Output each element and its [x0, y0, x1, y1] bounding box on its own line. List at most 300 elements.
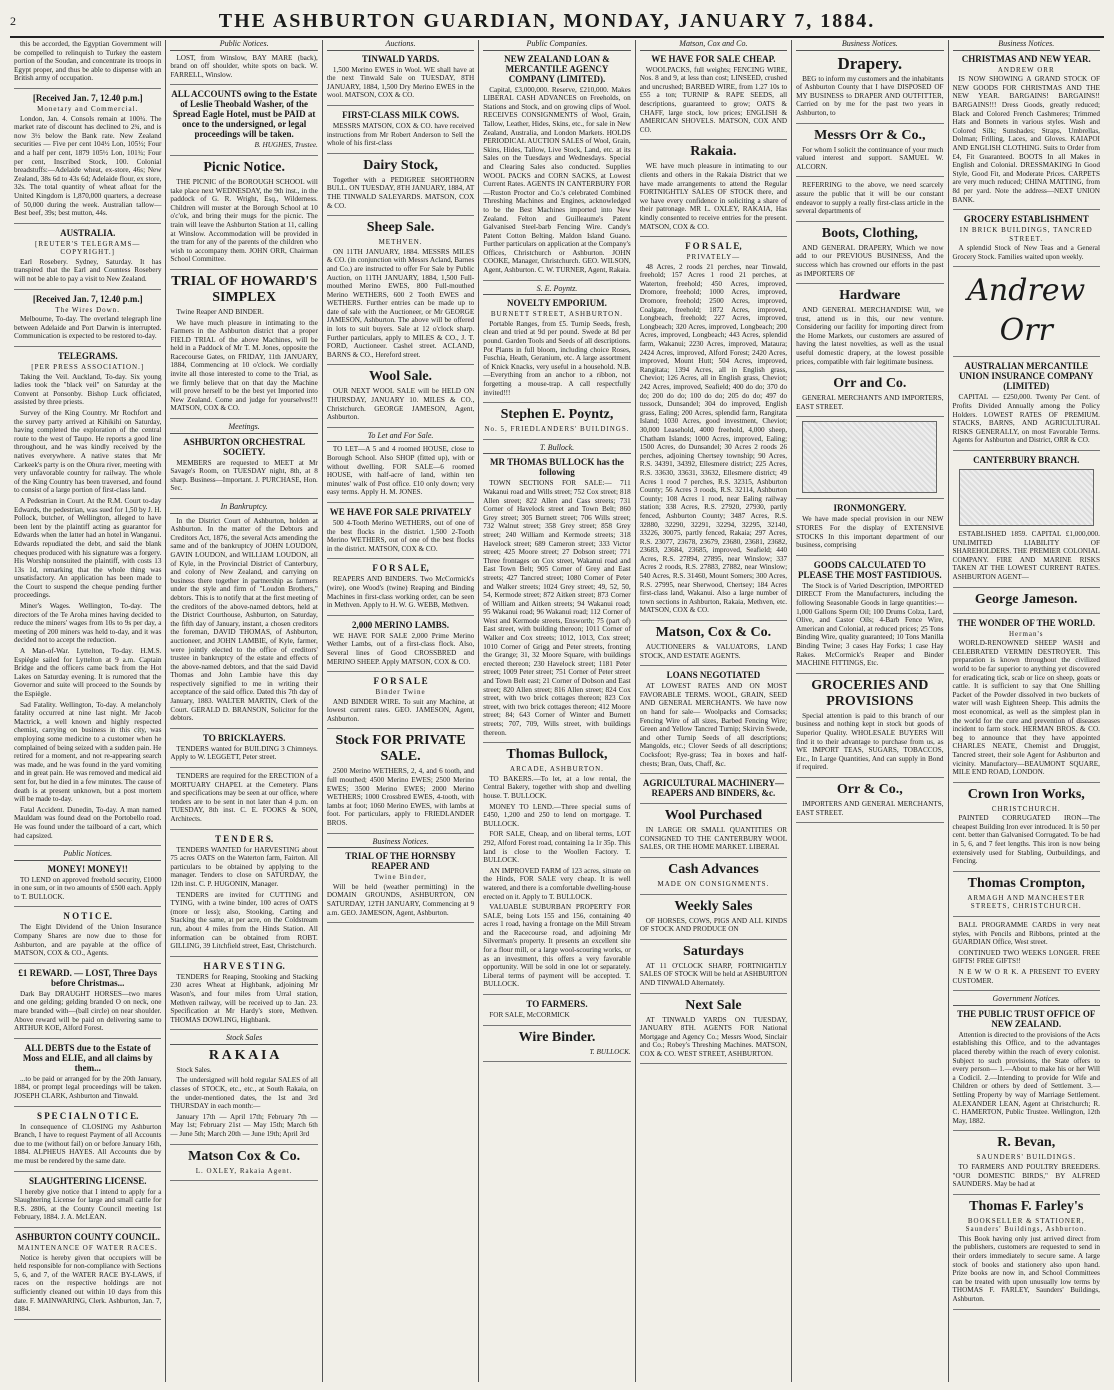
notice-title: Thomas Crompton, [967, 875, 1085, 891]
notice-block [327, 445, 474, 497]
notice-subtitle: PRIVATELY— [686, 253, 741, 262]
notice-text: We have much pleasure in intimating to the Farmers in the Ashburton district that a proper FIELD TRIAL of the above Machines, will be held in a Paddock of Mr T. M. Jones, opposite the Racecourse Gates, on FRIDAY, 11th JANUARY, 1884, Commencing at 10 o'clock. We cordially invite all those interested to come to the Trial, as we firmly believe that on that day the Machine will prove herself to be the best yet Imported into New Zealand. Come and judge for yourselves!!! MATSON, COX & CO. [170, 318, 318, 413]
notice-title: Crown Iron Works, [967, 786, 1085, 802]
column-3 [323, 40, 479, 1382]
notice-title: S P E C I A L N O T I C E. [36, 1110, 139, 1121]
notice-text: AND GENERAL DRAPERY, Which we now add to our PREVIOUS BUSINESS, And the success which has crowned our efforts in the past as IMPORTERS OF [796, 243, 944, 278]
notice-title: [Received Jan. 7, 12.40 p.m.] [32, 92, 143, 103]
notice-block [953, 54, 1100, 205]
notice-block [796, 560, 943, 668]
divider [640, 139, 787, 140]
notice-subtitle: BOOKSELLER & STATIONER, Saunders' Buildings, Ashburton. [965, 1216, 1087, 1234]
notice-block [953, 1199, 1100, 1304]
divider [327, 558, 474, 559]
notice-text: Taking the Veil. Auckland, To-day. Six young ladies took the "black veil" on Saturday at the Convent at Ponsonby. Bishop Luck officiated, assisted by three priests. [14, 372, 162, 407]
notice-text: TENDERS for Reaping, Stooking and Stacking 230 acres Wheat at Highbank, adjoining Mr Wason's, and four miles from Urral station, Methven railway, will be received up to Jan. 23. Specification at Mr Hardy's store, Methven. THOMAS DOWLING, Highbank. [170, 972, 318, 1024]
notice-block [953, 361, 1100, 445]
notice-block [14, 911, 161, 957]
notice-block [640, 862, 787, 889]
notice-text: TO BAKERS.—To let, at a low rental, the Central Bakery, together with shop and dwelling house. T. BULLOCK. [483, 774, 631, 800]
andrew-orr-signature: Andrew Orr [967, 273, 1086, 349]
notice-block [953, 1135, 1100, 1188]
notice-title: ASHBURTON COUNTY COUNCIL. [15, 1231, 160, 1242]
divider [640, 236, 787, 237]
notice-block [327, 563, 474, 609]
notice-text: 2500 Merino WETHERS, 2, 4, and 6 tooth, and full mouthed; 4500 Merino EWES; 2500 Merino EWES; 3500 Merino EWES; 2000 Merino WETHERS; 1000 Crossbred EWES, 4-tooth, with lambs at foot; 1060 Merino EWES, with lambs at foot. For particulars, apply to FRIEDLANDER BROS. [326, 767, 475, 828]
divider [796, 777, 943, 778]
notice-title: Boots, Clothing, [821, 225, 918, 241]
notice-text: REAPERS AND BINDERS. Two McCormick's (wire), one Wood's (twine) Reaping and Binding Machines in first-class working order, can be seen in Methven. Apply to H. W. G. WEBB, Methven. [326, 575, 475, 610]
notice-text: WOOLPACKS, full weights; FENCING WIRE, Nos. 8 and 9, at less than cost; LINSEED, crushed and uncrushed; BARBED WIRE, from 1.27 10s to £55 a ton; TURNIP & RAPE SEEDS, all descriptions, guaranteed to grow; OATS & CHAFF, large stock, low prices; ENGLISH & AMERICAN SHOVELS. MATSON, COX AND CO. [639, 65, 788, 134]
divider [327, 215, 474, 216]
notice-text: A Pedestrian in Court. At the R.M. Court to-day Edwards, the pedestrian, was sued for 1,50 by J. H. Pollock, butcher, of Wellington, alleged to have been lent by the plaintiff acting as guarantor for Edwards when the latter had an hotel in Wanganui. Edwards repudiated the debt, and said the blank cheques produced with his signature was a forgery. His Worship nonsuited the plaintiff, with costs 13 13s 1d, remarking that the whole thing was unsatisfactory. An application has been made to the Court to suspend the cheque pending further proceedings. [14, 496, 162, 600]
notice-title: Rakaia. [690, 144, 737, 160]
notice-title: SLAUGHTERING LICENSE. [28, 1175, 147, 1186]
notice-block [796, 678, 943, 772]
notice-text: N E W W O R K. A PRESENT TO EVERY CUSTOMER. [952, 968, 1100, 985]
section-heading: Meetings. [170, 423, 317, 434]
notice-block [327, 676, 474, 723]
notice-subtitle: Monetary and Commercial. [37, 104, 139, 113]
divider [327, 671, 474, 672]
section-heading: In Bankruptcy. [170, 503, 317, 514]
notice-block [483, 407, 630, 434]
notice-text: 48 Acres, 2 roods 21 perches, near Tinwald, freehold; 157 Acres 1 rood 21 perches, at Waterton, freehold; 450 Acres, improved, Dromore, freehold; 1000 Acres, improved, Dromore, freehold; 2500 Acres, improved, Coalgate, freehold; 1872 Acres, improved, Longbeach, freehold; 227 Acres, improved, Longbeach; 320 Acres, improved, Longbeach; 200 Acres, improved, Longbeach; 443 Acres, splendid farm, Wakanui; 2230 Acres, improved, Mataura; 2424 Acres, improved, Alford Forest; 2420 Acres, improved, Mount Hutt; 504 Acres, improved, Rangitata; 1394 Acres, all in English grass, Cheviot; 126 Acres, all in English grass, Cheviot; 242 Acres, improved, Seafield; 400 do do; 370 do do; 200 do do; 100 do do; 205 do do; 497 do tussock, Dunsandel; 304 do improved, English grass, Ealing; 200 Acres, splendid farm, Rangitata Island; 1030 Acres, good investment, Cheviot; 30,000 Leasehold, 4000 freehold, 4,000 sheep, Chatham Islands; 1000 Acres, improved, Ealing; 1500 Acres, do Dunsandel; 30 Acres 2 roods 26 perches, adjoining Chertsey township; 90 Acres, R.S. 34391, 34392, Ellesmere district; 225 Acres, R.S. 33630, 33631, 33632, Ellesmere district; 49 Acres 1 rood 7 perches, R.S. 32315, Ashburton County; 56 Acres 3 roods, R.S. 32114, Ashburton County; 108 Acres 1 rood, near Ealing railway station; 338 Acres, R.S. 27920, 27930, partly fenced, Ashburton County; 3487 Acres, R.S. 32880, 32290, 32291, 32294, 32295, 32140, 33226, 30075, partly fenced, Rakaia; 297 Acres, R.S. 23077, 23678, 23679, 23680, 23681, 23682, 23683, 23684, 23685, improved, Seafield; 440 Acres, R.S. 27894, 27895, near Winslow; 337 Acres 2 roods, R.S. 27883, 27882, near Winslow; 540 Acres, R.S. 31460, Mount Somers; 300 Acres, R.S. 27995, near Sherwood, Chertsey; 184 Acres first-class land, Wakanui. Also a large number of town sections in Ashburton, Rakaia, Methven, etc. MATSON, COX & CO. [639, 262, 788, 615]
notice-block [796, 226, 943, 278]
notice-title: George Jameson. [974, 591, 1078, 607]
notice-text: IS NOW SHOWING A GRAND STOCK OF NEW GOODS FOR CHRISTMAS AND THE NEW YEAR. BARGAINS! BARGAINS!! BARGAINS!!! Dress Goods, greatly reduced; Black and Colored French Cashmeres; Trimmed Hats and Bonnets in various styles. Wash and Colored Silk; Sunshades; Straps, Umbrellas, Dolman; Frilling, Laces, and Gloves. KAIAPOI AND ENGLISH CLOTHING. Suits to Order from £4, Fit Guaranteed. BOOTS In all Makes in English and Colonial. DRESSMAKING In Good Style, Good Fit, and Moderate Prices. CARPETS are very much reduced; CHINA MATTING, from 8d per yard. Note the address—NEXT UNION BANK. [952, 75, 1100, 204]
notice-title: £1 REWARD. — LOST, Three Days before Christmas... [18, 967, 158, 988]
notice-block [327, 733, 474, 827]
notice-title: R. Bevan, [997, 1135, 1056, 1151]
notice-title: Stephen E. Poyntz, [500, 407, 614, 423]
divider [483, 280, 630, 281]
column-1 [10, 40, 166, 1382]
divider [327, 105, 474, 106]
notice-text: TENDERS WANTED for HARVESTING about 75 acres OATS on the Waterton farm, Fairton. All particulars to be obtained by applying to the manager. Tenders to close on SATURDAY, the 12th inst. C. P. HUGONIN, Manager. [170, 845, 318, 888]
notice-block [327, 851, 474, 917]
notice-subtitle: ARMAGH AND MANCHESTER STREETS, CHRISTCHURCH. [967, 893, 1086, 911]
section-heading: Stock Sales [170, 1034, 317, 1045]
notice-block [14, 351, 161, 840]
divider [953, 782, 1100, 783]
notice-title: IRONMONGERY. [833, 503, 907, 514]
notice-title: F O R S A L E [373, 676, 428, 687]
notice-block [14, 228, 161, 284]
notice-text: For whom I solicit the continuance of your much valued interest and support. SAMUEL W. ALCORN. [796, 145, 944, 171]
divider [640, 857, 787, 858]
notice-title: NEW ZEALAND LOAN & MERCANTILE AGENCY COMPANY (LIMITED). [504, 53, 610, 84]
column-heading: Public Companies. [483, 40, 630, 51]
notice-text: CONTINUED TWO WEEKS LONGER. FREE GIFTS! FREE GIFTS!! [952, 948, 1100, 966]
notice-text: FOR SALE, McCORMICK [489, 1011, 570, 1020]
masthead [10, 6, 1104, 38]
notice-text: AT LOWEST RATES AND ON MOST FAVORABLE TERMS. WOOL, GRAIN, SEED AND GENERAL MERCHANTS. We have now on hand for sale— Woolpacks and Cornsacks; Fencing Wire of all sizes, Barbed Fencing Wire; Green and Yellow Tancred Turnip; Skirvin Swede, and other Turnip Seeds of all descriptions; Mangolds, etc.; Clover Seeds of all descriptions; Cocksfoot; Rye-grass; Tea in boxes and half-chests; Bran, Oats, Chaff, &c. [639, 682, 788, 768]
notice-block [640, 899, 787, 934]
divider [327, 728, 474, 729]
divider [796, 123, 943, 124]
divider [796, 221, 943, 222]
notice-text: BALL PROGRAMME CARDS in very neat styles, with Pencils and Ribbons, printed at the GUARDIAN Office, West street. [952, 921, 1100, 947]
notice-title: Dairy Stock, [363, 157, 438, 173]
fire-and-marine-insurance-emblem [959, 469, 1094, 526]
divider [640, 1063, 787, 1064]
notice-text: A Man-of-War. Lyttelton, To-day. H.M.S. Espiègle sailed for Lyttelton at 9 a.m. Captain Bridge and the officers came back from the Hot Lakes on Saturday evening. It is rumored that the Governor and suite will proceed to the Sounds by the Espiègle. [14, 647, 162, 698]
notice-title: Hardware [839, 288, 901, 304]
notice-title: Cash Advances [668, 861, 759, 877]
divider [14, 289, 161, 290]
notice-text: THE PICNIC of the BOROUGH SCHOOL will take place next WEDNESDAY, the 9th inst., in the paddock of G. R. Wright, Esq., Wilderness. Children will muster at the Borough School at 10 o'c'ok, and bring their mugs for the picnic. The train will leave the Ashburton Station at 11, calling at Winslow. Accommodation will be provided in the tram for any of the parents of the children who wish to accompany them. JOHN ORR, Chairman School Committee. [170, 177, 318, 264]
column-7 [949, 40, 1104, 1382]
notice-subtitle: Herman's [1008, 629, 1044, 638]
divider [953, 450, 1100, 451]
notice-text: LOST, from Winslow, BAY MARE (back), brand on off shoulder, white spots on back. W. FARRELL, Winslow. [170, 53, 318, 79]
notice-text: GENERAL MERCHANTS AND IMPORTERS, EAST STREET. [796, 394, 944, 411]
notice-block [327, 158, 474, 210]
notice-block [953, 455, 1100, 582]
notice-text: TENDERS are invited for CUTTING and TYING, with a twine binder, 100 acres of OATS (more or less); also, Stooking, Carting and Stacking the same, at per acre, on the Coldstream run, about 4 miles from the Hinds Station. All information can be obtained from ROBT. GILLING, 39 Litchfield street, East, Christchurch. [170, 890, 318, 951]
notice-title: Thomas Bullock, [506, 747, 608, 763]
notice-text: this be accorded, the Egyptian Government will be compelled to relinquish to Turkey the eastern portion of the Soudan, and concentrate its troops in Egypt proper, and thus be able to dispense with an British army of occupation. [14, 40, 162, 83]
notice-text: CAPITAL — £250,000. Twenty Per Cent. of Profits Divided Annually among the Policy Holders. LOWEST RATES OF PREMIUM. STACKS, BARNS, AND AGRICULTURAL RISKS GENERALLY, on most Favorable Terms. Agents for Ashburton and District, ORR & CO. [952, 393, 1100, 445]
notice-subtitle: ANDREW ORR [997, 65, 1055, 74]
divider [483, 402, 630, 403]
notice-text: 1,500 Merino EWES in Wool. WE shall have at the next Tinwald Sale on TUESDAY, 8TH JANUARY, 1884, 1,500 Dry Merino EWES in the wool. MATSON, COX & CO. [326, 65, 475, 100]
notice-block [170, 1149, 317, 1176]
notice-text: IN LARGE OR SMALL QUANTITIES OR CONSIGNED TO THE CANTERBURY WOOL SALES, OR THE HOME MARKET. LIBERAL [639, 826, 788, 852]
column-2 [166, 40, 322, 1382]
notice-text: BEG to inform my customers and the inhabitants of Ashburton County that I have DISPOSED OF MY BUSINESS to DRAPER AND OUTFITTER, Carried on by me for the past two years in Ashburton, to [796, 74, 944, 117]
divider [327, 502, 474, 503]
notice-block [14, 864, 161, 902]
divider [953, 871, 1100, 872]
notice-subtitle: IN BRICK BUILDINGS, TANCRED STREET. [959, 226, 1093, 243]
divider [483, 994, 630, 995]
notice-block [640, 144, 787, 231]
notice-block [483, 298, 630, 397]
notice-block [640, 241, 787, 615]
notice-title: H A R V E S T I N G. [203, 960, 285, 971]
notice-title: T E N D E R S. [215, 833, 274, 844]
divider [640, 939, 787, 940]
section-heading: T. Bullock. [483, 444, 630, 455]
divider [14, 346, 161, 347]
columns [10, 40, 1104, 1382]
section-heading: S. E. Poyntz. [483, 285, 630, 296]
divider [640, 894, 787, 895]
divider [170, 269, 317, 270]
divider [640, 773, 787, 774]
notice-subtitle: No. 5, FRIEDLANDERS' BUILDINGS. [484, 425, 630, 434]
plough-illustration [802, 421, 937, 493]
notice-title: TINWALD YARDS. [361, 53, 440, 64]
section-heading: Business Notices. [327, 838, 474, 849]
notice-block [796, 421, 943, 493]
notice-title: Orr and Co. [833, 376, 907, 392]
notice-title: Wool Purchased [664, 808, 763, 824]
notice-block [170, 1048, 317, 1139]
notice-text: ON 11TH JANUARY, 1884. MESSRS MILES & CO. (in conjunction with Messrs Acland, Barnes and Co.) are instructed to offer For Sale by Public Auction, on 11TH JANUARY, 1884, 1,500 Full-mouthed Merino EWES, 800 Full-mouthed Merino WETHERS, 600 2 Tooth EWES and WETHERS. Further entries can be made up to date of sale with the Auctioneer, or Mr GEORGE JAMESON, Ashburton. The above will be offered in lots to suit buyers. Sale at 12 o'clock sharp. Further particulars, apply to MILES & CO., J. T. FORD, Auctioneer. Cashel street. ACLAND, BARNS & CO., Hereford street. [326, 247, 475, 359]
notice-subtitle: [PER PRESS ASSOCIATION.] [31, 363, 145, 372]
notice-text: Notice is hereby given that occupiers will be held responsible for non-compliance with Sections 5, 6, and 7, of the WATER RACE BY-LAWS, if races on the respective holdings are not sufficiently cleaned out within 10 days from this date. F. MAINWARING, Clerk. Ashburton, Jan. 7, 1884. [14, 1253, 162, 1314]
notice-block [14, 1111, 161, 1166]
notice-text: The undersigned will hold regular SALES of all classes of STOCK, etc., etc., at South Rakaia, on the under-mentioned dates, the 1st and 3rd THURSDAY in each month:— [170, 1076, 318, 1111]
notice-text: Twine Reaper AND BINDER. [176, 307, 264, 316]
divider [953, 1130, 1100, 1131]
divider [796, 822, 943, 823]
notice-title: ALL DEBTS due to the Estate of Moss and ELIE, and all claims by them... [22, 1042, 153, 1073]
notice-text: AND GENERAL MERCHANDISE Will, we trust, attend us in this, our new venture. Considering our facility for importing direct from the Home Markets, our customers are assured of having the latest novelties, as well as the usual useful domestic drapery, at the lowest possible prices, compatible with fair legitimate business. [796, 306, 944, 366]
notice-subtitle: Twine Binder, [374, 873, 427, 882]
notice-signature: B. HUGHES, Trustee. [254, 141, 318, 150]
notice-text: Dark Bay DRAUGHT HORSES—two mares and one gelding; gelding branded O on neck, one mare branded with—(ball circle) on near shoulder. Above reward will be paid on delivering same to ARTHUR KOE, Alford Forest. [14, 989, 162, 1033]
divider [796, 673, 943, 674]
notice-block [327, 507, 474, 553]
divider [170, 767, 317, 768]
column-4 [479, 40, 635, 1382]
notice-block [170, 961, 317, 1025]
notice-text: MESSRS MATSON, COX & CO. have received instructions from Mr Robert Anderson to Sell the whole of his first-class [326, 121, 475, 148]
notice-title: LOANS NEGOTIATED [666, 670, 761, 681]
notice-text: ESTABLISHED 1859. CAPITAL £1,000,000. UNLIMITED LIABILITY OF SHAREHOLDERS. THE PREMIER COLONIAL COMPANY. FIRE AND MARINE RISKS TAKEN AT THE LOWEST CURRENT RATES. ASHBURTON AGENT— [952, 530, 1100, 581]
notice-text: January 17th — April 17th; February 7th — May 1st; February 21st — May 15th; March 6th — June 5th; March 20th — June 19th; April 3rd [170, 1112, 318, 1139]
notice-block [640, 808, 787, 852]
notice-title: MR THOMAS BULLOCK has the following [490, 457, 624, 478]
notice-block [483, 1030, 630, 1057]
divider [640, 665, 787, 666]
notice-block [170, 733, 317, 762]
notice-block [640, 998, 787, 1059]
divider [327, 153, 474, 154]
divider [640, 993, 787, 994]
notice-text: AT 11 O'CLOCK SHARP, FORTNIGHTLY SALES OF STOCK Will be held at ASHBURTON AND TINWALD Alternately. [639, 961, 788, 987]
notice-block [483, 457, 630, 737]
divider [170, 1144, 317, 1145]
column-heading: Public Notices. [170, 40, 317, 51]
divider [953, 1194, 1100, 1195]
notice-block [170, 517, 317, 723]
notice-text: WORLD-RENOWNED SHEEP WASH and CELEBRATED VERMIN DESTROYER. This preparation is known throughout the civilized world to be far superior to anything yet discovered for eradicating tick, scab or lice on sheep, goats or cattle. It is sufficient to say that One Shilling Packet of the Powder dissolved in two buckets of water will wash Eighteen Sheep. This admits the most economical, as well as the simplest plan in the world for the cure and prevention of diseases incident to farm stock. HERMAN BROS. & CO. beg to announce that they have appointed CHARLES NEATE, Chemist and Druggist, Tancred street, their sole Agent for Ashburton and vicinity. Manufactory—BEAUMONT SQUARE, MILE END ROAD, LONDON. [952, 639, 1100, 777]
notice-title: Wool Sale. [369, 369, 433, 385]
divider [14, 906, 161, 907]
notice-title: Matson, Cox & Co. [655, 625, 772, 641]
notice-block [796, 54, 943, 118]
notice-text: WE have much pleasure in intimating to our clients and others in the Rakaia District that we have made arrangements to attend the Regular FORTNIGHTLY SALES OF STOCK there, and we have every confidence in soliciting a share of their patronage. MR L. OXLEY, RAKAIA, Has kindly consented to receive entries for the present. MATSON, COX & CO. [639, 162, 788, 231]
notice-title: AUSTRALIA. [60, 227, 116, 238]
notice-title: WE HAVE FOR SALE CHEAP. [651, 53, 776, 64]
notice-text: TO FARMERS AND POULTRY BREEDERS. "OUR DOMESTIC BIRDS," BY ALFRED SAUNDERS. May be had at [952, 1162, 1100, 1189]
notice-block [14, 93, 161, 218]
notice-subtitle: MADE ON CONSIGNMENTS. [657, 879, 770, 888]
notice-text: REFERRING to the above, we need scarcely assure the public that it will be our constant endeavor to supply a really first-class article in the several departments of [796, 181, 944, 216]
divider [953, 990, 1100, 991]
notice-text: IMPORTERS AND GENERAL MERCHANTS, EAST STREET. [796, 799, 944, 817]
notice-block [953, 214, 1100, 261]
notice-block [796, 782, 943, 817]
notice-text: We have made special provision in our NEW STORES For the display of EXTENSIVE STOCKS In this important department of our business, comprising [796, 515, 944, 550]
notice-block [14, 294, 161, 341]
section-heading: Government Notices. [953, 995, 1100, 1006]
notice-title: F O R S A L E, [372, 563, 429, 574]
notice-title: Orr & Co., [836, 781, 903, 797]
divider [170, 155, 317, 156]
notice-block [640, 625, 787, 660]
divider [953, 587, 1100, 588]
notice-title: TRIAL OF THE HORNSBY REAPER AND [345, 851, 456, 872]
notice-text: AT TINWALD YARDS ON TUESDAY, JANUARY 8TH. AGENTS FOR National Mortgage and Agency Co.; Messrs Wood, Sinclair and Co.; Robey's Threshing Machines. MATSON, COX & CO. WEST STREET, ASHBURTON. [639, 1015, 788, 1058]
divider [170, 84, 317, 85]
notice-block [327, 110, 474, 148]
notice-title: AGRICULTURAL MACHINERY— REAPERS AND BINDERS, &c. [642, 778, 784, 799]
notice-title: Weekly Sales [674, 898, 753, 914]
notice-subtitle: METHVEN. [378, 238, 423, 247]
notice-text: Portable Ranges, from £5. Turnip Seeds, fresh, clean and tried at 9d per pound. Swede at 8d per pound. Garden Tools and Seeds of all descriptions. Pot Plants in full bloom, including choice Roses, Fuschia, Heath, Geranium, etc. A large assortment of Knick Knacks, very useful in a household. N.B.—Everything from an anchor to a ribbon, not forgetting a mouse-trap. A call respectfully invited!!! [483, 319, 631, 397]
notice-title: F O R S A L E, [685, 241, 742, 252]
notice-text: Earl Rosebery. Sydney, Saturday. It has transpired that the Earl and Countess Rosebery will not be able to pay a visit to New Zealand. [14, 257, 162, 284]
notice-title: CANTERBURY BRANCH. [973, 455, 1080, 466]
notice-block [327, 620, 474, 666]
notice-text: Capital, £3,000,000. Reserve, £210,000. Makes LIBERAL CASH ADVANCES on Freeholds, on Stations and Stock, and on growing clips of Wool. RECEIVES CONSIGNMENTS of Wool, Grain, Tallow, Leather, Hides, Skins, etc., for sale in New Zealand, Australia, and London Markets. HOLDS PERIODICAL AUCTION SALES of Wool, Grain, Skins, Hides, Tallow, Live Stock, Land, etc. at its Sales on the Tuesdays and Wednesdays. Special and Clearing Sales also conducted. Supplies WOOL PACKS and CORN SACKS, at Lowest Current Rates. AGENTS IN CANTERBURY FOR—Ruston Proctor and Co.'s celebrated Combined Threshing Machines and Engines, acknowledged to be the Best Machines imported into New Zealand. Felton and Guilleaume's Patent Galvanised Steel-barb Fencing Wire. Candy's Patent Cotton Belting. Maldon Island Guano. Further particulars on application at the Company's Offices, Christchurch or Ashburton. JOHN COOKE, Manager, Christchurch. GEO. WILSON, Agent, Ashburton. C. W. TURNER, Agent, Rakaia. [483, 85, 631, 275]
notice-subtitle: The Wires Down. [55, 305, 120, 314]
notice-title: NOVELTY EMPORIUM. [507, 298, 607, 309]
divider [327, 833, 474, 834]
notice-block [796, 503, 943, 549]
divider [170, 1180, 317, 1181]
notice-title: TRIAL OF HOWARD'S SIMPLEX [171, 273, 317, 305]
divider [14, 1227, 161, 1228]
divider [170, 1029, 317, 1030]
notice-block [640, 944, 787, 988]
notice-block [14, 40, 161, 83]
notice-block [170, 772, 317, 824]
notice-block [796, 128, 943, 172]
notice-title: ASHBURTON ORCHESTRAL SOCIETY. [183, 436, 306, 457]
notice-text: Melbourne, To-day. The overland telegraph line between Adelaide and Port Darwin is interrupted. Communication is expected to be restored to-day. [14, 315, 162, 341]
notice-title: R A K A I A [208, 1047, 280, 1063]
notice-block [953, 1009, 1100, 1126]
divider [327, 364, 474, 365]
notice-block [170, 274, 317, 413]
notice-block [14, 1176, 161, 1222]
column-heading: Business Notices. [953, 40, 1100, 51]
notice-text: MONEY TO LEND.—Three special sums of £450, 1,200 and 250 to lend on mortgage. T. BULLOCK. [483, 802, 631, 828]
notice-title: N O T I C E. [63, 911, 113, 922]
notice-title: Picnic Notice. [203, 159, 285, 175]
notice-title: Stock FOR PRIVATE SALE. [335, 733, 466, 765]
notice-text: In consequence of CLOSING my Ashburton Branch, I have to request Payment of all Accounts due to me (without fail) on or before January 16th, 1884. ALPHEUS HAYES. All Accounts due by me must be rendered by the same date. [14, 1122, 162, 1165]
notice-block [327, 220, 474, 359]
divider [14, 1106, 161, 1107]
notice-block [796, 181, 943, 215]
notice-block [14, 1043, 161, 1101]
column-5 [636, 40, 792, 1382]
notice-text: Miner's Wages. Wellington, To-day. The directors of the Te Aroha mines having decided to reduce the miners' wages from 10s to 9s per day, a meeting of 200 miners was held to-day, and it was decided not to accept the reduction. [14, 602, 162, 645]
divider [483, 1025, 630, 1026]
notice-text: FOR SALE, Cheap, and on liberal terms, LOT 292, Alford Forest road, containing 1a 1r 35p. This land is close to the Woollen Factory. T. BULLOCK. [483, 830, 631, 865]
column-6 [792, 40, 948, 1382]
divider [796, 555, 943, 556]
notice-subtitle: L. OXLEY, Rakaia Agent. [195, 1166, 293, 1175]
notice-title: WE HAVE FOR SALE PRIVATELY [329, 506, 472, 517]
notice-text: TOWN SECTIONS FOR SALE:— 711 Wakanui road and Wills street; 752 Cox street; 818 Allen street; 822 Allen and Cass streets; 731 Corner of Havelock street and Town Belt; 860 Grey street; 305 Burnett street; 706 Wills street; 732 Walnut street; 358 Grey street; 858 Grey street; 240 William and Kermode streets; 318 Havelock street; 689 Cameron street; 333 Victor street; 425 Moore street; 27 Dobson street; 771 Three frontages on Cox street, Wakanui road and East Town Belt; 905 Corner of Grey and East streets; 427 Tancred street; 1080 Corner of Peter and Walker streets; 1024 Grey street; 49, 52, 50, 54, Kermode street; 872 Aitken street; 873 Corner of William and Aitken streets; 94 Wakanui road; 95 Wakanui road; 96 Wakanui road; 112 Corner of West and Kermode streets, Ensworth; 75 (part of) East street, with building thereon; 1011 Corner of Walker and Cox streets; 1012, 1013, Cox street; 1010 Corner of Grigg and Peter streets, fronting the Grange; 31, 32 Moore Square, with buildings erected thereon; 230 Havelock street; 1181 Peter street; 1009 Peter street; 751 Corner of Peter street and Town Belt east; 21 Corner of Dobson and East street; 820 Allen street; 816 Allen street; 824 Cox street, with two brick cottages thereon; 823 Cox street, with two brick cottages thereon; 412 Moore street; 84; 643 Corner of Winter and Burnett streets; 707, 709, Wills street, with buildings thereon. [483, 479, 631, 737]
divider [14, 1171, 161, 1172]
notice-title: Wire Binder. [518, 1029, 596, 1045]
notice-text: In the District Court of Ashburton, holden at Ashburton. In the matter of the Debtors and Creditors Act, 1876, the several Acts amending the same and of the bankruptcy of JOHN LOUDON, GAVIN LOUDON, and WILLIAM LOUDON, all of Kyle, in the Provincial District of Canterbury, and colony of New Zealand, and carrying on business there together in partnership as farmers under the style and firm of "Loudon Brothers," debtors. This is to notify that at the first meeting of the creditors of the above-named debtors, held at the District Courthouse, Ashburton, on Saturday, the fifth day of January, instant, a chosen creditors the foreman, DAVID THOMAS, of Ashburton, auctioneer, and JOHN LAMBIE, of Kyle, farmer, were jointly elected to the office of creditors' trustee in bankruptcy of the estate and effects of the above-named debtors, and that the said David Thomas and John Lambie have this day respectively signified to me in writing their acceptance of the said office. Dated this 7th day of January, 1883. WALTER MARTIN, Clerk of the Court. GERALD D. BRANSON, Solicitor for the debtors. [170, 516, 318, 723]
divider [953, 356, 1100, 357]
divider [170, 956, 317, 957]
masthead-title: THE ASHBURTON GUARDIAN, MONDAY, JANUARY 7, 1884. [218, 9, 876, 32]
notice-text: VALUABLE SUBURBAN PROPERTY FOR SALE, being Lots 155 and 156, containing 40 acres 1 road, having a frontage on the Mill Stream and the Racecourse road, and adjoining Mr Silverman's property. It presents an excellent site for a flour mill, or a large wool-scouring works, or as an investment, this offers a very favorable opportunity. Will be sold in one lot or separately. Liberal terms of payment will be accepted. T. BULLOCK. [483, 903, 631, 989]
divider [327, 427, 474, 428]
notice-subtitle: [REUTER'S TELEGRAMS—COPYRIGHT.] [35, 239, 141, 257]
notice-title: FIRST-CLASS MILK COWS. [342, 109, 460, 120]
notice-title: Thomas F. Farley's [969, 1198, 1084, 1214]
divider [640, 620, 787, 621]
notice-text: TENDERS wanted for BUILDING 3 Chimneys. Apply to W. LEGGETT, Peter street. [170, 744, 318, 762]
notice-text: Special attention is paid to this branch of our business and nothing kept in stock but goods of Superior Quality. WHOLESALE BUYERS Will find it to their advantage to purchase from us, as WE IMPORT TEAS, SUGARS, TOBACCOS, Etc., In Large Quantities, And can supply in Bond if required. [796, 711, 944, 772]
notice-text: TENDERS are required for the ERECTION of a MORTUARY CHAPEL at the Cemetery. Plans and specifications may be seen at our office, where tenders are to be sent in not later than 4 p.m. on TUESDAY, 8th inst. C. E. FOOKS & SON, Architects. [170, 772, 318, 823]
divider [796, 283, 943, 284]
notice-text: Stock Sales. [176, 1065, 212, 1074]
notice-subtitle: SAUNDERS' BUILDINGS. [976, 1153, 1076, 1162]
divider [14, 88, 161, 89]
notice-title: Sheep Sale. [366, 220, 435, 236]
notice-block [953, 921, 1100, 985]
notice-text: AN IMPROVED FARM of 123 acres, situate on the Hinds, FOR SALE very cheap. It is well watered, and there is a comfortable dwelling-house erected on it. Apply to T. BULLOCK. [483, 866, 631, 901]
notice-text: AND BINDER WIRE. To suit any Machine, at lowest current rates. GEO. JAMESON, Agent, Ashburton. [326, 697, 475, 723]
divider [796, 416, 943, 417]
notice-text: ...to be paid or arranged for by the 20th January, 1884, or prompt legal proceedings will be taken. JOSEPH CLARK, Ashburton and Tinwald. [14, 1074, 162, 1100]
notice-title: TO FARMERS. [526, 999, 588, 1010]
divider [14, 223, 161, 224]
notice-text: MEMBERS are requested to MEET at Mr Savage's Room, on TUESDAY night, 8th, at 8 sharp. Business—Important. J. PURCHASE, Hon. Sec. [170, 458, 318, 493]
notice-block [796, 288, 943, 366]
notice-title: GROCERIES AND PROVISIONS [811, 677, 929, 709]
notice-text: AUCTIONEERS & VALUATORS, LAND STOCK, AND ESTATE AGENTS. [639, 643, 788, 660]
notice-title: THE WONDER OF THE WORLD. [957, 617, 1095, 628]
notice-text: London, Jan. 4. Consols remain at 100¾. The market rate of discount has declined to 2¾, and is now 3½ below the Bank rate. New Zealand securities — Five per cent 104½ Lon, 105½; Four and a half per cent, 1879 105½ Lon, 101¾; Four per cent, Inscribed Stock, 100. Colonial breadstuffs:—Adelaide wheat, ex-store, 46s; New Zealand, 38s 6d to 43s 6d; Adelaide flour, ex store, 32s. The total quantity of wheat afloat for the United Kingdom is 1,870,000 quarters, a decrease of 50,000 during the week. Australian tallow—Best beef, 39s; best mutton, 44s. [14, 114, 162, 218]
notice-block [953, 876, 1100, 911]
notice-title: Saturdays [683, 943, 744, 959]
divider [170, 498, 317, 499]
section-heading: To Let and For Sale. [327, 432, 474, 443]
notice-subtitle: BURNETT STREET, ASHBURTON. [490, 310, 624, 319]
divider [170, 829, 317, 830]
divider [14, 963, 161, 964]
notice-block [14, 1232, 161, 1314]
notice-text: The Stock is of Varied Description, IMPORTED DIRECT From the Manufacturers, including the following Seasonable Goods in large quantities:— 1,000 Gallons Sperm Oil; 100 Drums Colza, Lard, Olive, and Castor Oils; 4-Barb Fence Wire, American and Colonial, at reduced prices; 25 Tons Binding Wire, quality guaranteed; 10 Tons Manilla Binding Twine; 3 cases Hay Forks; 1 case Hay Rakes. McCormick's Reaper and Binder MACHINE FITTINGS, Etc. [796, 581, 944, 668]
notice-text: TO LET—A 5 and 4 roomed HOUSE, close to Borough School. Also SHOP (fitted up), with or without dwelling. FOR SALE—6 roomed HOUSE, with half-acre of land, within ten minutes' walk of Post office. £10 only down; very easy terms. Apply H. M. JONES. [326, 445, 475, 497]
notice-subtitle: MAINTENANCE OF WATER RACES. [17, 1243, 158, 1252]
notice-text: I hereby give notice that I intend to apply for a Slaughtering License for large and small cattle for R.S. 2806, at the County Council meeting 1st February, 1884. J. A. McLEAN. [14, 1187, 162, 1222]
notice-text: Sad Fatality. Wellington, To-day. A melancholy fatality occurred at nine last night. Mr Jacob Mactrick, a well known and highly respected chemist, carrying on business in this city, was employing some medicine to a customer when he complained of being seized with a sudden pain. He retired for a moment, and not re-appearing search was made, and he was found in the yard vomiting and in great pain. He was removed and medical aid sent for, but he died in a few minutes. The cause of death is at present unknown, but a post mortem will be made to-day. [14, 700, 162, 804]
divider [14, 845, 161, 846]
notice-subtitle: CHRISTCHURCH. [991, 804, 1061, 813]
notice-block [796, 376, 943, 411]
notice-text: Fatal Accident. Dunedin, To-day. A man named Mauldam was found dead on the Portobello road. He was found under the tailboard of a cart, which had capsized. [14, 805, 162, 840]
notice-block [170, 54, 317, 80]
notice-subtitle: Binder Twine [375, 688, 426, 697]
notice-text: Will be held (weather permitting) in the DOMAIN GROUNDS, ASHBURTON, ON SATURDAY, 12TH JANUARY, Commencing at 9 a.m. GEO. JAMESON, Agent, Ashburton. [326, 882, 475, 917]
divider [483, 1061, 630, 1062]
notice-block [640, 670, 787, 768]
notice-block [170, 89, 317, 150]
divider [170, 728, 317, 729]
divider [483, 742, 630, 743]
notice-block [953, 618, 1100, 777]
divider [953, 916, 1100, 917]
notice-block [483, 54, 630, 275]
